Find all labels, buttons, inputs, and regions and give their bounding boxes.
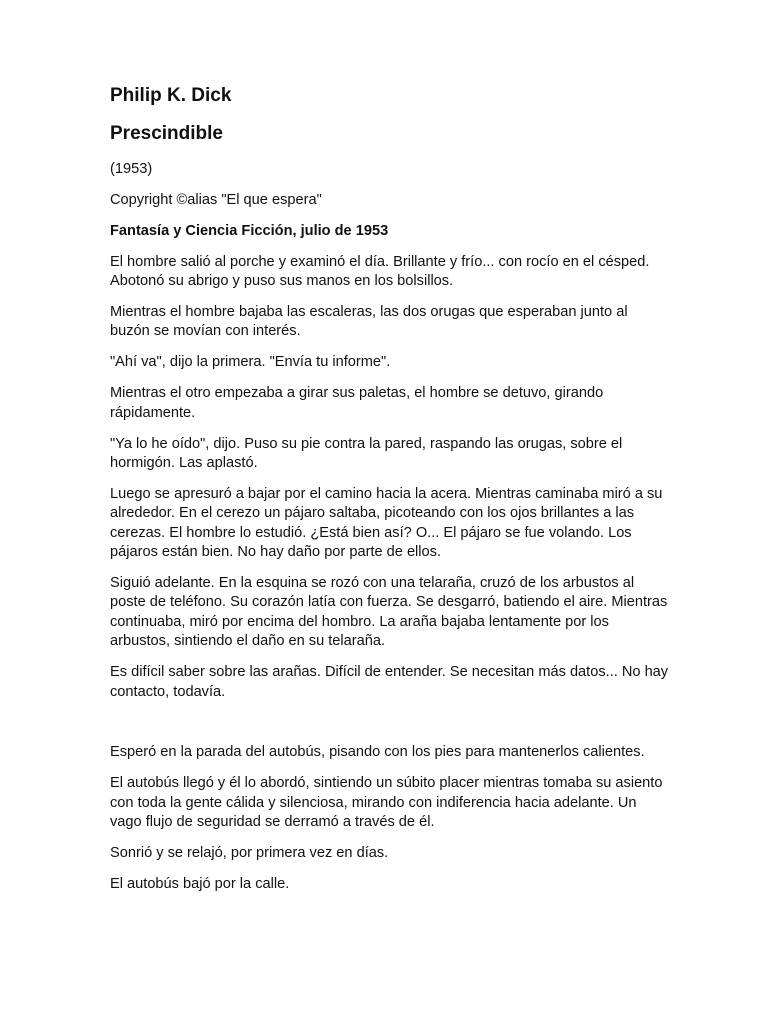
copyright-line: Copyright ©alias "El que espera" xyxy=(110,191,322,208)
paragraph: Luego se apresuró a bajar por el camino hacia la acera. Mientras caminaba miró a su alrededor. En el cerezo un pájaro saltaba, picoteando con los ojos brillantes a las cerezas. El hombre lo estudió. ¿Está bien así? O... El pájaro se fue volando. Los pájaros están bien. No hay daño por parte de ellos. xyxy=(110,485,663,561)
section-break xyxy=(110,713,668,743)
paragraph: Mientras el otro empezaba a girar sus paletas, el hombre se detuvo, girando rápidamente. xyxy=(110,385,604,421)
publication-source: Fantasía y Ciencia Ficción, julio de 1953 xyxy=(110,222,389,239)
paragraph: El autobús llegó y él lo abordó, sintiendo un súbito placer mientras tomaba su asiento con toda la gente cálida y silenciosa, mirando con indiferencia hacia adelante. Un vago flujo de seguridad se derramó a través de él. xyxy=(110,775,663,831)
paragraph: El hombre salió al porche y examinó el día. Brillante y frío... con rocío en el césped. Abotonó su abrigo y puso sus manos en los bolsillos. xyxy=(110,253,650,290)
author-heading: Philip K. Dick xyxy=(110,85,232,106)
publication-year: (1953) xyxy=(110,161,153,177)
paragraph: Es difícil saber sobre las arañas. Difícil de entender. Se necesitan más datos... No hay contacto, todavía. xyxy=(110,664,669,700)
paragraph: "Ahí va", dijo la primera. "Envía tu informe". xyxy=(110,354,391,371)
paragraph: "Ya lo he oído", dijo. Puso su pie contra la pared, raspando las orugas, sobre el hormigón. Las aplastó. xyxy=(110,435,623,471)
paragraph: Siguió adelante. En la esquina se rozó con una telaraña, cruzó de los arbustos al poste de teléfono. Su corazón latía con fuerza. Se desgarró, batiendo el aire. Mientras continuaba, miró por encima del hombro. La araña bajaba lentamente por los arbustos, sintiendo el daño en su telaraña. xyxy=(110,575,668,650)
paragraph: Esperó en la parada del autobús, pisando con los pies para mantenerlos calientes. xyxy=(110,744,645,761)
paragraph: Sonrió y se relajó, por primera vez en días. xyxy=(110,845,389,862)
paragraph: El autobús bajó por la calle. xyxy=(110,875,290,892)
story-title: Prescindible xyxy=(110,123,223,144)
paragraph: Mientras el hombre bajaba las escaleras, las dos orugas que esperaban junto al buzón se movían con interés. xyxy=(110,304,628,340)
